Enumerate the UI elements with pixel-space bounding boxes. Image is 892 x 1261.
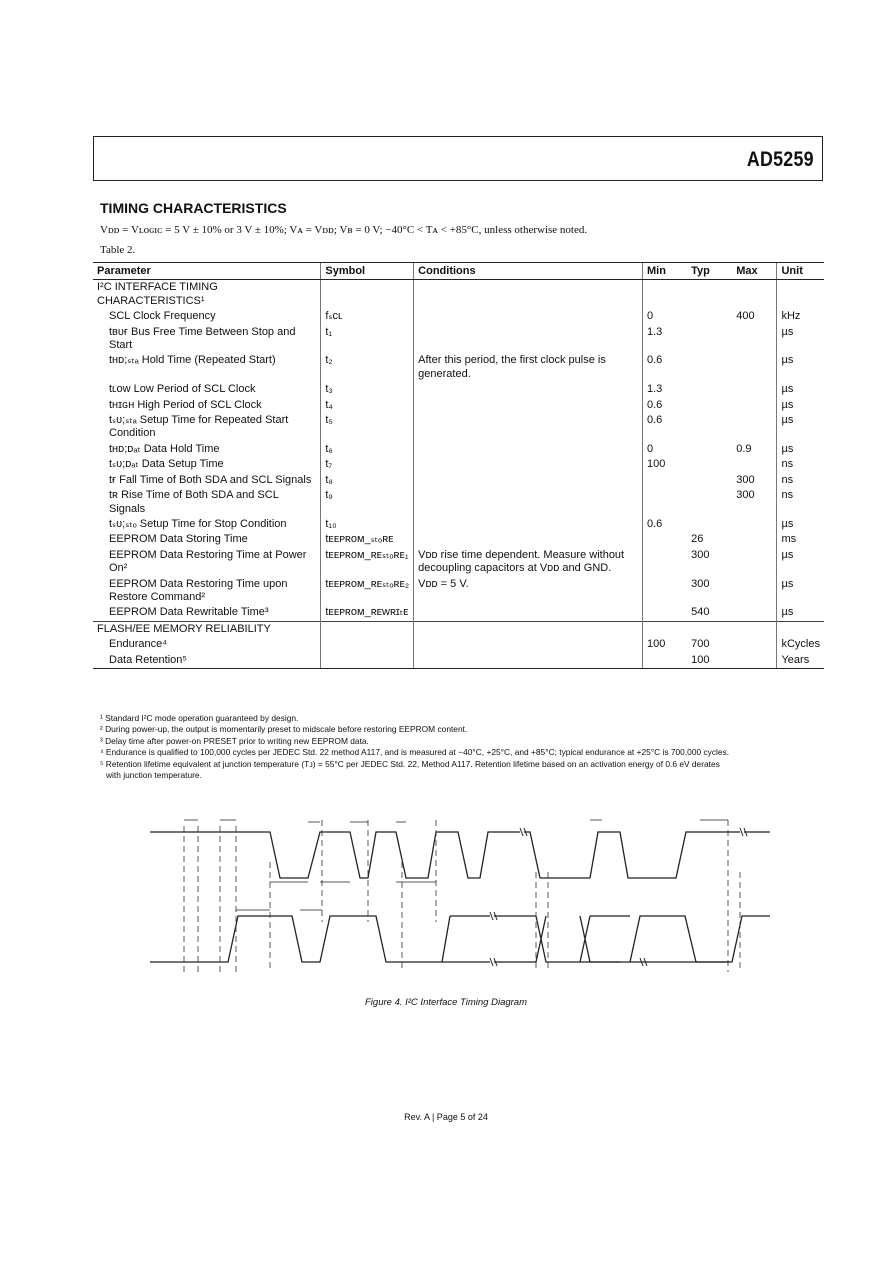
table-cell-conditions: Vᴅᴅ rise time dependent. Measure without decoupling capacitors at Vᴅᴅ and GND. (414, 548, 643, 577)
table-row (93, 309, 824, 324)
table-cell-typ (687, 413, 732, 442)
table-cell-max (732, 398, 777, 413)
table-cell-min (643, 653, 688, 669)
table-cell-param: tғ Fall Time of Both SDA and SCL Signals (109, 473, 312, 486)
table-cell-param: Endurance⁴ (109, 638, 167, 651)
table-cell-symbol: t₅ (321, 413, 414, 442)
table-cell-typ: 300 (691, 577, 710, 590)
table-cell-unit: ns (777, 457, 824, 472)
table-cell-typ (687, 398, 732, 413)
table-cell-symbol (321, 280, 414, 309)
table-cell-typ: 100 (687, 653, 732, 669)
table-cell-conditions (414, 473, 643, 488)
footnote: with junction temperature. (106, 770, 202, 781)
table-cell-conditions (414, 488, 643, 517)
table-cell-symbol: t₃ (321, 382, 414, 397)
table-cell-min (643, 280, 688, 309)
col-header: Min (643, 263, 688, 280)
table-row (93, 280, 824, 309)
table-cell-conditions (414, 457, 643, 472)
section-title: TIMING CHARACTERISTICS (100, 200, 287, 216)
table-cell-max (732, 457, 777, 472)
table-cell-max (732, 577, 777, 606)
table-cell-max: 300 (736, 473, 755, 486)
table-cell-min: 1.3 (643, 382, 688, 397)
col-header: Conditions (414, 263, 643, 280)
table-cell-unit: µs (777, 325, 824, 354)
timing-diagram (140, 812, 780, 987)
table-row (93, 353, 824, 382)
table-cell-symbol: t₇ (321, 457, 414, 472)
table-cell-param: FLASH/EE MEMORY RELIABILITY (93, 621, 321, 637)
table-cell-conditions (414, 309, 643, 324)
table-cell-typ (687, 621, 732, 637)
table-cell-param: tʟᴏᴡ Low Period of SCL Clock (109, 383, 256, 396)
footnote: ² During power-up, the output is momentarily preset to midscale before restoring EEPROM content. (100, 724, 468, 735)
footnote: ⁵ Retention lifetime equivalent at junction temperature (Tᴊ) = 55°C per JEDEC Std. 22, Method A117. Retention lifetime based on an activation energy of 0.6 eV derates (100, 758, 720, 769)
table-label: Table 2. (100, 244, 136, 256)
table-cell-min: 0 (643, 309, 688, 324)
table-row (93, 517, 824, 532)
table-cell-unit: ms (777, 532, 824, 547)
table-cell-min (643, 621, 688, 637)
table-cell-unit: kCycles (777, 637, 824, 652)
table-cell-typ (687, 517, 732, 532)
table-header-row (93, 263, 824, 280)
header-box (93, 136, 823, 181)
table-cell-max: 300 (736, 489, 755, 502)
table-cell-max (732, 621, 777, 637)
table-cell-min: 0.6 (643, 398, 688, 413)
table-cell-conditions (414, 382, 643, 397)
footnote: ³ Delay time after power-on PRESET prior to writing new EEPROM data. (100, 735, 369, 746)
table-cell-typ (687, 457, 732, 472)
part-number: AD5259 (746, 148, 814, 171)
table-cell-conditions (414, 532, 643, 547)
table-cell-conditions (414, 621, 643, 637)
table-cell-symbol: tᴇᴇᴘʀᴏᴍ_ʀᴇₛₜₒʀᴇ₂ (321, 577, 414, 606)
table-cell-symbol: t₁₀ (321, 517, 414, 532)
table-cell-param: tʜɪɢʜ High Period of SCL Clock (109, 398, 262, 411)
table-cell-typ: 26 (691, 533, 704, 546)
table-cell-typ (687, 353, 732, 382)
table-cell-symbol: t₆ (321, 442, 414, 457)
table-cell-symbol: tᴇᴇᴘʀᴏᴍ_ₛₜₒʀᴇ (321, 532, 414, 547)
table-cell-typ (687, 442, 732, 457)
timing-table (93, 262, 824, 669)
table-cell-unit (777, 280, 824, 309)
table-cell-param: EEPROM Data Storing Time (109, 533, 248, 546)
table-cell-typ (687, 473, 732, 488)
table-cell-symbol: tᴇᴇᴘʀᴏᴍ_ʀᴇᴡʀɪₜᴇ (321, 605, 414, 621)
table-row (93, 473, 824, 488)
table-cell-unit: µs (777, 413, 824, 442)
table-cell-symbol: t₂ (321, 353, 414, 382)
table-cell-conditions: After this period, the first clock pulse is generated. (414, 353, 643, 382)
footnotes (100, 713, 820, 781)
table-cell-min: 100 (643, 457, 688, 472)
table-cell-max (732, 353, 777, 382)
table-cell-unit: µs (777, 548, 824, 577)
table-cell-max: 400 (736, 310, 755, 323)
table-cell-symbol: fₛᴄʟ (321, 309, 414, 324)
table-cell-unit: µs (777, 442, 824, 457)
table-cell-unit: µs (777, 353, 824, 382)
table-cell-conditions (414, 637, 643, 652)
table-cell-unit: µs (777, 605, 824, 621)
table-row (93, 488, 824, 517)
table-cell-max (732, 548, 777, 577)
table-cell-unit: µs (777, 398, 824, 413)
table-cell-typ: 300 (691, 548, 710, 561)
table-cell-max (732, 413, 777, 442)
col-header: Parameter (93, 263, 321, 280)
table-cell-param: tₛᴜ;ᴅₐₜ Data Setup Time (109, 458, 224, 471)
table-cell-max (732, 605, 777, 621)
table-cell-conditions (414, 442, 643, 457)
table-cell-unit: µs (777, 517, 824, 532)
col-header: Symbol (321, 263, 414, 280)
table-cell-unit: µs (777, 577, 824, 606)
table-row (93, 532, 824, 547)
table-cell-min: 0.6 (643, 517, 688, 532)
col-header: Typ (687, 263, 732, 280)
table-cell-min: 1.3 (643, 325, 688, 354)
table-cell-unit: Years (777, 653, 824, 669)
table-body (93, 280, 824, 669)
table-cell-typ: 700 (691, 638, 710, 651)
table-cell-unit: ns (777, 488, 824, 517)
table-cell-unit: kHz (777, 309, 824, 324)
table-row (93, 605, 824, 621)
table-cell-param: EEPROM Data Restoring Time upon Restore Command² (109, 577, 288, 603)
table-row (93, 382, 824, 397)
table-cell-typ (687, 309, 732, 324)
table-cell-symbol: t₈ (321, 473, 414, 488)
table-cell-param: SCL Clock Frequency (109, 310, 216, 323)
table-cell-min (643, 577, 688, 606)
table-row (93, 457, 824, 472)
conditions-line: Vᴅᴅ = Vʟᴏɢɪᴄ = 5 V ± 10% or 3 V ± 10%; Vᴀ = Vᴅᴅ; Vʙ = 0 V; −40°C < Tᴀ < +85°C, unless otherwise noted. (100, 224, 588, 236)
table-cell-symbol (321, 621, 414, 637)
table-cell-symbol (321, 637, 414, 652)
footnote: ⁴ Endurance is qualified to 100,000 cycles per JEDEC Std. 22 method A117, and is measured at −40°C, +25°C, and +85°C; typical endurance at +25°C is 700,000 cycles. (100, 747, 730, 758)
table-cell-param: tʜᴅ;ᴅₐₜ Data Hold Time (109, 442, 220, 455)
table-cell-max (732, 532, 777, 547)
table-cell-min (643, 548, 688, 577)
table-row (93, 548, 824, 577)
table-cell-symbol: t₄ (321, 398, 414, 413)
table-cell-min: 100 (643, 637, 688, 652)
table-cell-symbol: t₉ (321, 488, 414, 517)
table-row (93, 442, 824, 457)
table-cell-conditions: Vᴅᴅ = 5 V. (414, 577, 643, 606)
table-cell-param: EEPROM Data Restoring Time at Power On² (109, 548, 307, 575)
table-row (93, 577, 824, 606)
table-cell-min: 0.6 (643, 413, 688, 442)
table-row (93, 621, 824, 637)
table-cell-min: 0.6 (643, 353, 688, 382)
table-cell-typ (687, 382, 732, 397)
table-cell-max (732, 653, 777, 669)
figure-caption: Figure 4. I²C Interface Timing Diagram (365, 997, 527, 1008)
table-cell-conditions (414, 280, 643, 309)
table-cell-unit: µs (777, 382, 824, 397)
table-cell-param: Data Retention⁵ (93, 653, 321, 669)
table-cell-min (643, 532, 688, 547)
table-row (93, 413, 824, 442)
table-cell-param: EEPROM Data Rewritable Time³ (109, 606, 269, 619)
table-cell-max (732, 517, 777, 532)
table-cell-param: tʙᴜғ Bus Free Time Between Stop and Start (109, 325, 296, 352)
table-cell-typ (687, 280, 732, 309)
footnote: ¹ Standard I²C mode operation guaranteed by design. (100, 713, 299, 723)
table-cell-conditions (414, 325, 643, 354)
table-cell-param: tʀ Rise Time of Both SDA and SCL Signals (109, 489, 279, 515)
table-cell-symbol: tᴇᴇᴘʀᴏᴍ_ʀᴇₛₜₒʀᴇ₁ (321, 548, 414, 577)
table-cell-max (732, 280, 777, 309)
table-cell-min (643, 473, 688, 488)
table-cell-conditions (414, 517, 643, 532)
table-cell-param: I²C INTERFACE TIMING CHARACTERISTICS¹ (97, 281, 218, 307)
table-cell-typ (687, 488, 732, 517)
table-cell-max (732, 382, 777, 397)
table-cell-conditions (414, 605, 643, 621)
table-cell-typ: 540 (691, 606, 710, 619)
table-cell-max (732, 325, 777, 354)
table-cell-max: 0.9 (736, 442, 752, 455)
table-cell-unit (777, 621, 824, 637)
table-cell-param: tʜᴅ;ₛₜₐ Hold Time (Repeated Start) (109, 354, 276, 367)
table-row (93, 398, 824, 413)
table-cell-min (643, 605, 688, 621)
table-cell-symbol: t₁ (321, 325, 414, 354)
col-header: Max (732, 263, 777, 280)
table-cell-max (732, 637, 777, 652)
table-cell-param: tₛᴜ;ₛₜₒ Setup Time for Stop Condition (109, 517, 287, 530)
table-cell-param: tₛᴜ;ₛₜₐ Setup Time for Repeated Start Condition (109, 414, 289, 440)
table-row (93, 653, 824, 669)
table-row (93, 637, 824, 652)
table-cell-unit: ns (777, 473, 824, 488)
table-cell-symbol (321, 653, 414, 669)
sda-waveform (150, 878, 770, 962)
col-header: Unit (777, 263, 824, 280)
page-footer: Rev. A | Page 5 of 24 (404, 1112, 488, 1122)
scl-waveform (150, 832, 770, 878)
table-cell-conditions (414, 413, 643, 442)
table-cell-conditions (414, 653, 643, 669)
table-cell-conditions (414, 398, 643, 413)
table-row (93, 325, 824, 354)
table-cell-typ (687, 325, 732, 354)
table-cell-min (643, 488, 688, 517)
table-cell-min: 0 (643, 442, 688, 457)
